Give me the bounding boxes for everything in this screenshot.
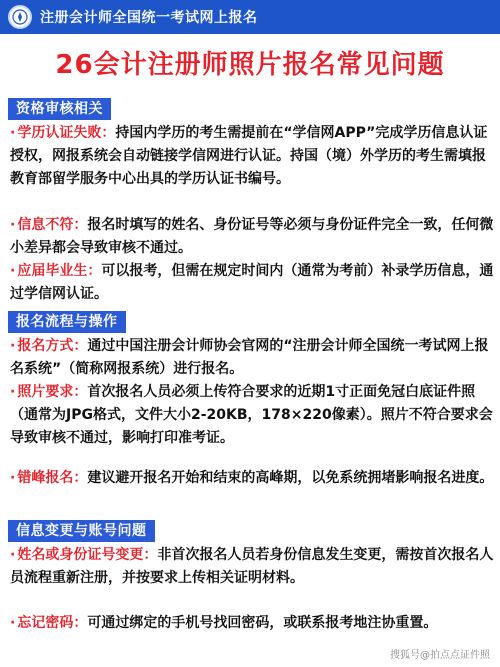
list-item: · 信息不符：报名时填写的姓名、身份证号等必须与身份证件完全一致，任何微小差异都会导致审核不通过。 <box>10 217 494 256</box>
list-item: · 应届毕业生：可以报考，但需在规定时间内（通常为考前）补录学历信息，通过学信网认证。 <box>10 263 494 302</box>
header-title: 注册会计师全国统一考试网上报名 <box>40 10 258 26</box>
list-item: · 报名方式：通过中国注册会计师协会官网的“注册会计师全国统一考试网上报名系统”（简称网报系统）进行报名。 <box>10 338 489 377</box>
list-item: · 学历认证失败：持国内学历的考生需提前在“学信网APP”完成学历信息认证授权，网报系统会自动链接学信网进行认证。持国（境）外学历的考生需填报教育部留学服务中心出具的学历认证书编号。 <box>10 125 488 187</box>
list-item: · 姓名或身份证号变更：非首次报名人员若身份信息发生变更，需按首次报名人员流程重新注册，并按要求上传相关证明材料。 <box>10 547 494 586</box>
list-item: · 照片要求：首次报名人员必须上传符合要求的近期1寸正面免冠白底证件照（通常为JPG格式，文件大小2-20KB，178×220像素）。照片不符合要求会导致审核不通过，影响打印准考证。 <box>10 384 493 446</box>
emblem-icon <box>8 5 32 29</box>
section-header-process: 报名流程与操作 <box>8 311 126 333</box>
bullet-icon: · <box>10 263 16 279</box>
page-title: 26会计注册师照片报名常见问题 <box>55 50 445 80</box>
bullet-icon: · <box>10 615 16 631</box>
top-bar <box>0 0 500 34</box>
list-item: · 忘记密码：可通过绑定的手机号找回密码，或联系报考地注协重置。 <box>10 615 438 631</box>
bullet-icon: · <box>10 125 16 141</box>
section-header-account: 信息变更与账号问题 <box>8 520 155 542</box>
section-header-qualification: 资格审核相关 <box>8 98 111 120</box>
watermark: 搜狐号@拍点点证件照 <box>390 650 490 661</box>
bullet-icon: · <box>10 547 16 563</box>
bullet-icon: · <box>10 384 16 400</box>
list-item: · 错峰报名：建议避开报名开始和结束的高峰期，以免系统拥堵影响报名进度。 <box>10 470 494 486</box>
bullet-icon: · <box>10 470 16 486</box>
bullet-icon: · <box>10 338 16 354</box>
bullet-icon: · <box>10 217 16 233</box>
